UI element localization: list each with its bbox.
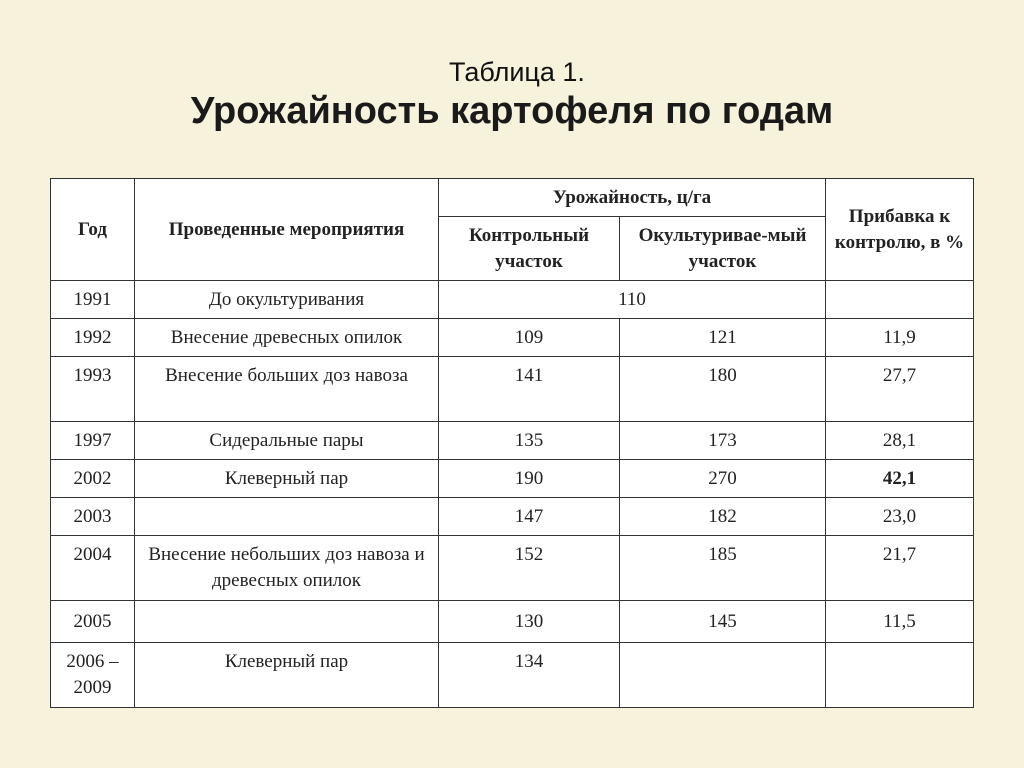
- table-row: [51, 281, 974, 319]
- cell-cultivated: 182: [620, 498, 826, 536]
- cell-cultivated: 270: [620, 460, 826, 498]
- cell-increase: 21,7: [826, 536, 974, 601]
- cell-control: 152: [439, 536, 620, 601]
- table-caption: Таблица 1.: [449, 57, 585, 87]
- table-row: [51, 536, 974, 601]
- cell-measure: [135, 601, 439, 643]
- cell-increase: 11,5: [826, 601, 974, 643]
- table-row: [51, 319, 974, 357]
- cell-increase: [826, 643, 974, 708]
- cell-measure: Внесение древесных опилок: [135, 319, 439, 357]
- page-title: Урожайность картофеля по годам: [190, 90, 834, 132]
- header-cultivated: Окультуривае-мый участок: [620, 217, 826, 281]
- cell-merged-yield: 110: [439, 281, 826, 319]
- cell-year: 2002: [51, 460, 135, 498]
- cell-measure: Внесение небольших доз навоза и древесных опилок: [135, 536, 439, 601]
- cell-increase-highlight: 42,1: [826, 460, 974, 498]
- cell-year: 1991: [51, 281, 135, 319]
- cell-control: 141: [439, 357, 620, 422]
- table-row: [51, 460, 974, 498]
- cell-increase: 28,1: [826, 422, 974, 460]
- cell-cultivated: 173: [620, 422, 826, 460]
- table-row: [51, 357, 974, 422]
- cell-year: 1997: [51, 422, 135, 460]
- cell-cultivated: [620, 643, 826, 708]
- cell-year: 1992: [51, 319, 135, 357]
- cell-control: 109: [439, 319, 620, 357]
- cell-measure: [135, 498, 439, 536]
- cell-year: 2005: [51, 601, 135, 643]
- header-control: Контрольный участок: [439, 217, 620, 281]
- cell-measure: Клеверный пар: [135, 643, 439, 708]
- cell-year: 2004: [51, 536, 135, 601]
- table-row: [51, 601, 974, 643]
- cell-cultivated: 121: [620, 319, 826, 357]
- cell-year: 2006 – 2009: [51, 643, 135, 708]
- cell-measure: До окультуривания: [135, 281, 439, 319]
- cell-cultivated: 180: [620, 357, 826, 422]
- header-row: [51, 179, 974, 217]
- table-row: [51, 422, 974, 460]
- cell-measure: Клеверный пар: [135, 460, 439, 498]
- cell-cultivated: 185: [620, 536, 826, 601]
- table-row: [51, 498, 974, 536]
- header-year: Год: [51, 179, 135, 281]
- table-row: [51, 643, 974, 708]
- cell-year: 1993: [51, 357, 135, 422]
- cell-control: 134: [439, 643, 620, 708]
- cell-increase: [826, 281, 974, 319]
- cell-control: 190: [439, 460, 620, 498]
- header-measures: Проведенные мероприятия: [135, 179, 439, 281]
- cell-increase: 23,0: [826, 498, 974, 536]
- cell-measure: Внесение больших доз навоза: [135, 357, 439, 422]
- cell-increase: 27,7: [826, 357, 974, 422]
- cell-measure: Сидеральные пары: [135, 422, 439, 460]
- cell-control: 130: [439, 601, 620, 643]
- header-yield-group: Урожайность, ц/га: [439, 179, 826, 217]
- yield-table: [50, 178, 974, 708]
- cell-control: 135: [439, 422, 620, 460]
- cell-cultivated: 145: [620, 601, 826, 643]
- cell-control: 147: [439, 498, 620, 536]
- header-increase: Прибавка к контролю, в %: [826, 179, 974, 281]
- cell-year: 2003: [51, 498, 135, 536]
- cell-increase: 11,9: [826, 319, 974, 357]
